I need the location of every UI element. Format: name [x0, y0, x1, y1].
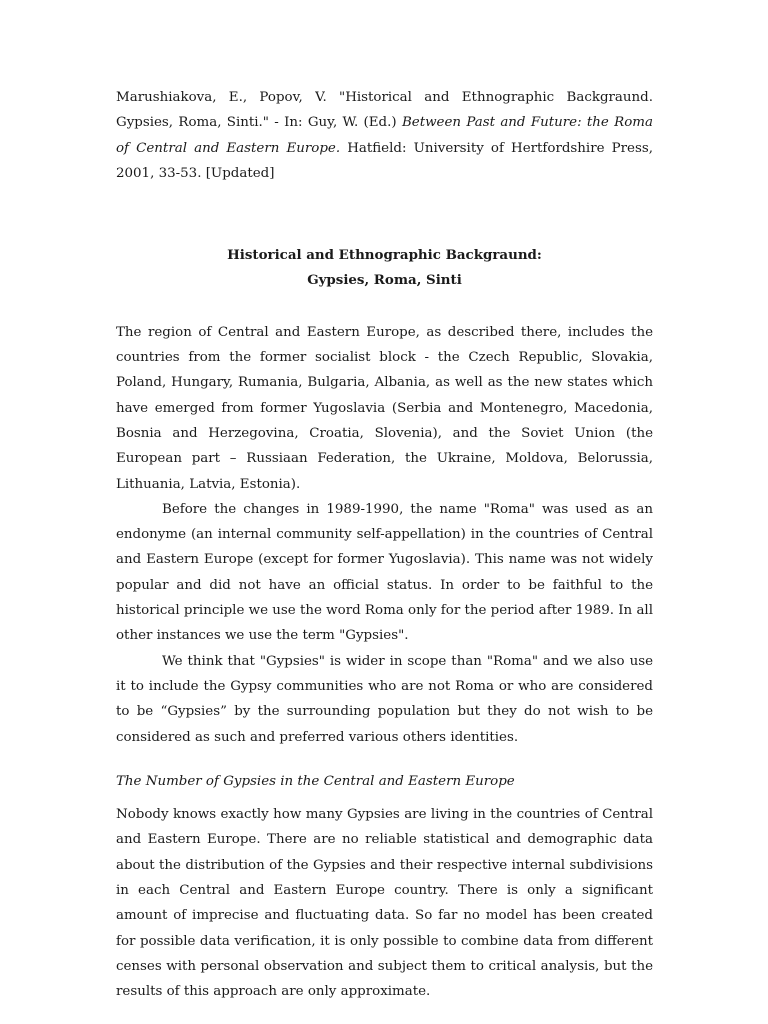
- title-line-1: Historical and Ethnographic Backgraund:: [227, 247, 542, 264]
- citation: [116, 85, 653, 186]
- document-title: [116, 243, 653, 294]
- section-heading: The Number of Gypsies in the Central and Eastern Europe: [116, 773, 515, 789]
- title-line-2: Gypsies, Roma, Sinti: [307, 272, 462, 289]
- paragraph-region: The region of Central and Eastern Europe, as described there, includes the countries from the former socialist block - the Czech Republic, Slovakia, Poland, Hungary, Rumania, Bulgaria, Albania, as well as the new states which have emerged from former Yugoslavia (Serbia and Montenegro, Macedonia, Bosnia and Herzegovina, Croatia, Slovenia), and the Soviet Union (the European part – Russiaan Federation, the Ukraine, Moldova, Belorussia, Lithuania, Latvia, Estonia).: [116, 324, 653, 492]
- paragraph-number-of-gypsies: Nobody knows exactly how many Gypsies are living in the countries of Central and Eastern Europe. There are no reliable statistical and demographic data about the distribution of the Gypsies and their respective internal subdivisions in each Central and Eastern Europe country. There is only a significant amount of imprecise and fluctuating data. So far no model has been created for possible data verification, it is only possible to combine data from different censes with personal observation and subject them to critical analysis, but the results of this approach are only approximate.: [116, 807, 653, 1000]
- citation-authors-title: Marushiakova, E., Popov, V. "Historical and Ethnographic Backgraund. Gypsies, Roma, Sinti." - In: Guy, W. (Ed.): [116, 90, 653, 131]
- citation-book-title: Between Past and Future: the Roma of Central and Eastern Europe.: [116, 115, 653, 156]
- citation-publisher: Hatfield: University of Hertfordshire Press, 2001, 33-53. [Updated]: [116, 140, 653, 181]
- paragraph-endonyme: Before the changes in 1989-1990, the name "Roma" was used as an endonyme (an internal community self-appellation) in the countries of Central and Eastern Europe (except for former Yugoslavia). This name was not widely popular and did not have an official status. In order to be faithful to the historical principle we use the word Roma only for the period after 1989. In all other instances we use the term "Gypsies".: [116, 501, 653, 644]
- document-page: [116, 85, 653, 1005]
- paragraph-gypsies-scope: We think that "Gypsies" is wider in scope than "Roma" and we also use it to include the Gypsy communities who are not Roma or who are considered to be “Gypsies” by the surrounding population but they do not wish to be considered as such and preferred various others identities.: [116, 653, 653, 745]
